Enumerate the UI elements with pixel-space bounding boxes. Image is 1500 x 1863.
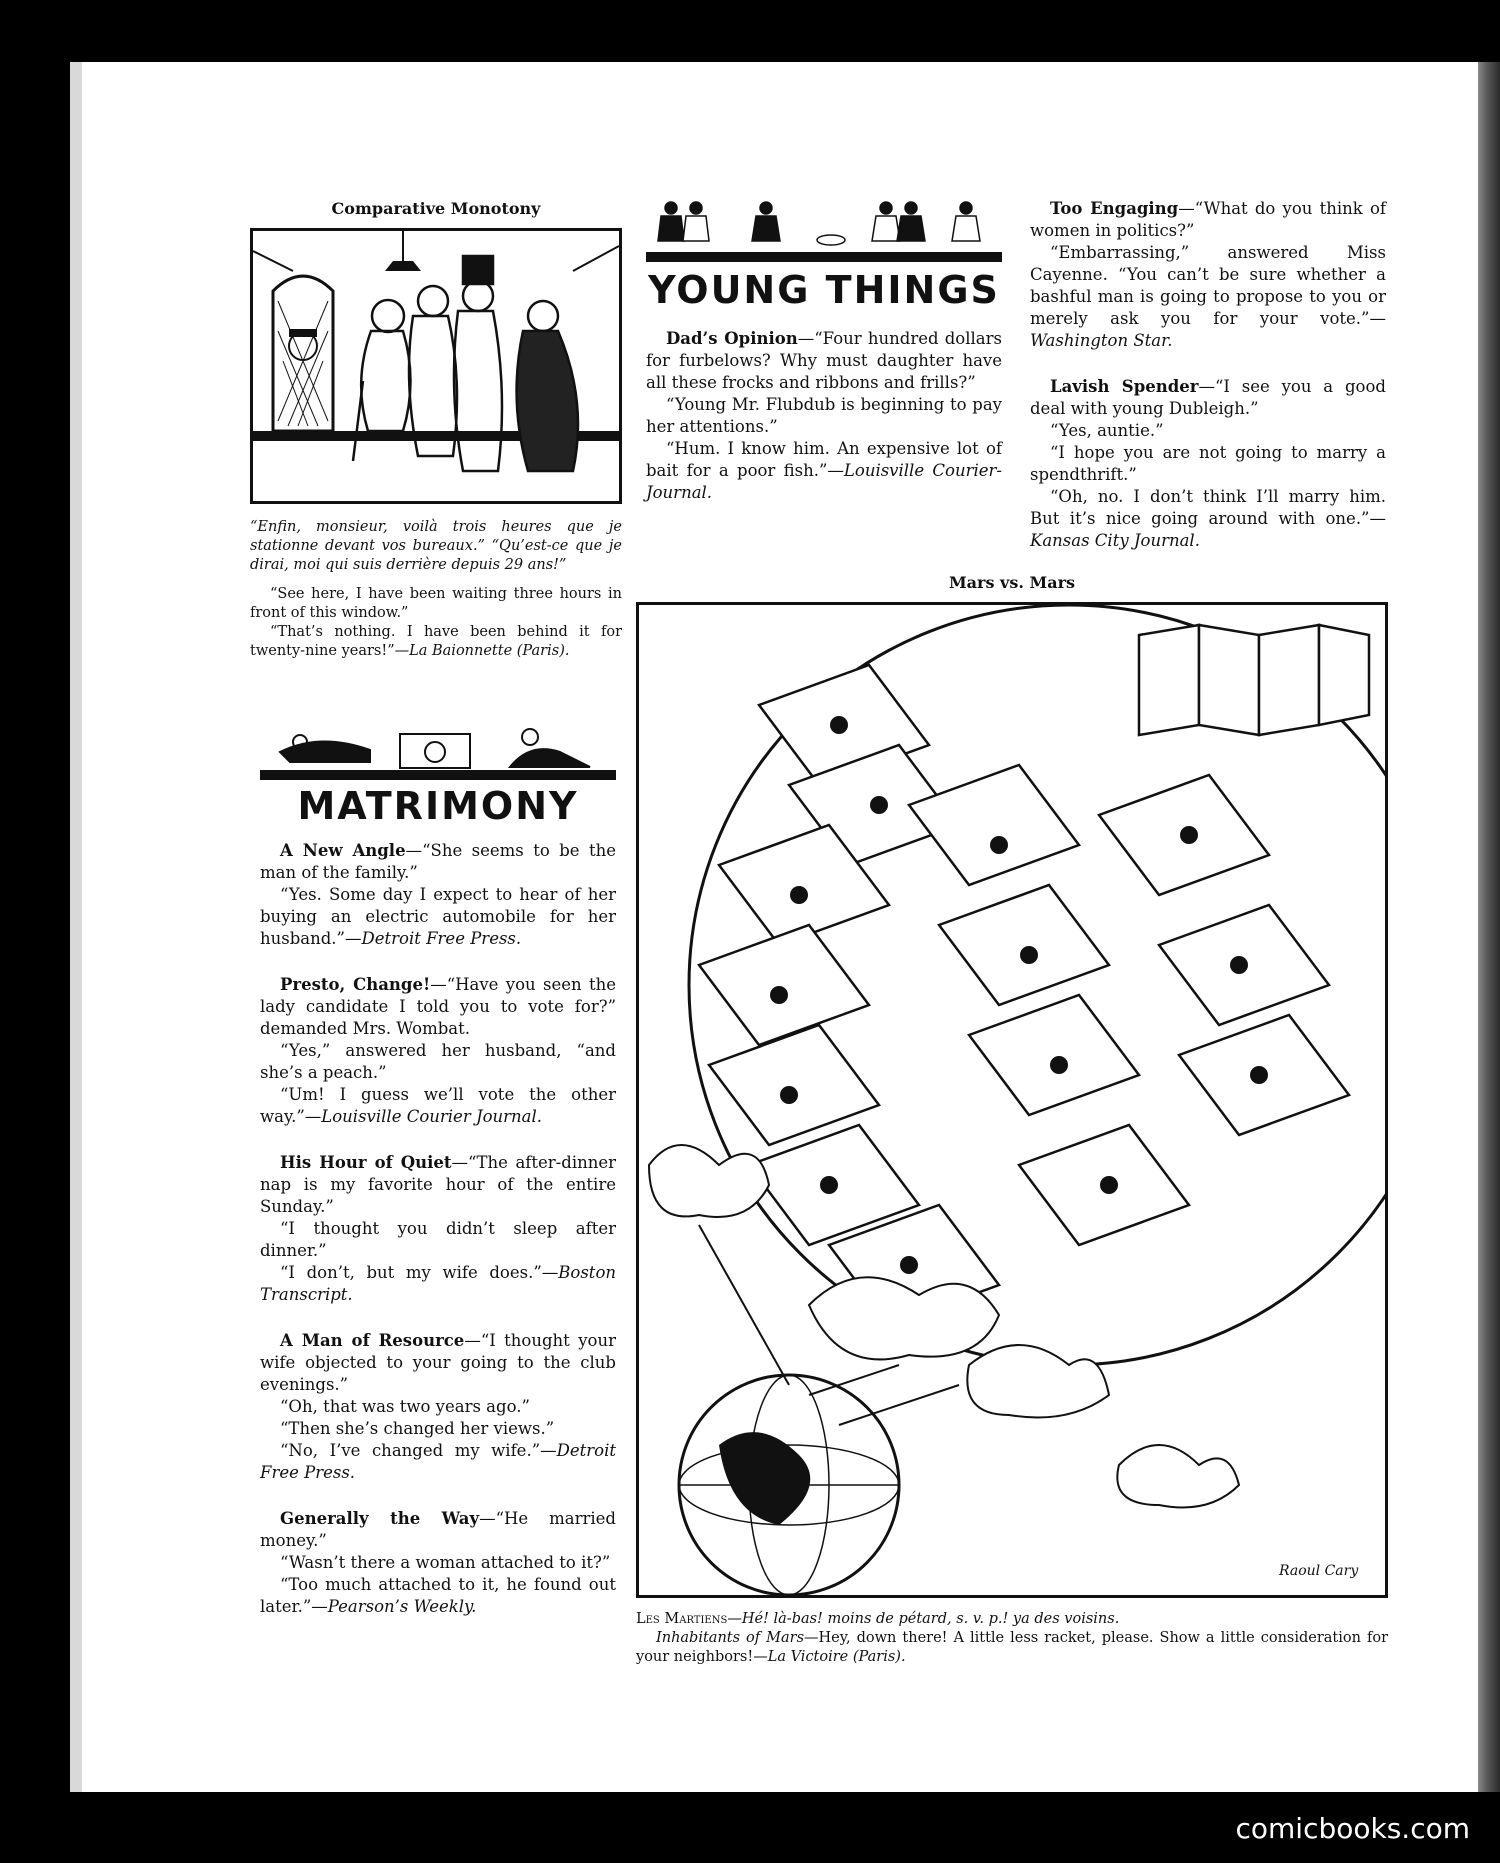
article-text: —“The after-dinner nap is my favorite hour of the entire Sunday.” — [260, 1153, 617, 1216]
caption-english-2 — [250, 623, 622, 661]
caption-french: “Enfin, monsieur, voilà trois heures que je stationne devant vos bureaux.” “Qu’est-ce que je dirai, moi qui suis derrière depuis 29 ans!” — [250, 519, 622, 573]
article-text: “Yes,” answered her husband, “and she’s a peach.” — [260, 1041, 616, 1082]
article-text: “I hope you are not going to marry a spendthrift.” — [1030, 443, 1386, 484]
caption-attribution: —La Baionnette (Paris). — [394, 643, 570, 659]
cartoon-title: Comparative Monotony — [331, 199, 541, 218]
young-things-title: YOUNG THINGS — [648, 268, 1000, 312]
article-attribution: —Kansas City Journal. — [1030, 509, 1386, 550]
young-things-section — [646, 196, 1002, 504]
article-attribution: —Louisville Courier Journal. — [304, 1107, 543, 1126]
caption-speaker: Les Martiens — [636, 1611, 728, 1627]
page-edge — [1478, 62, 1500, 1792]
article-lavish-spender — [1030, 376, 1386, 552]
article-a-man-of-resource — [260, 1330, 616, 1484]
caption-english-1: “See here, I have been waiting three hours in front of this window.” — [250, 586, 622, 621]
article-headline: A Man of Resource — [280, 1331, 465, 1350]
matrimony-header-illustration — [260, 722, 616, 782]
cartoon-mars-vs-mars — [636, 572, 1388, 1667]
article-text: —“I thought your wife objected to your going to the club evenings.” — [260, 1331, 616, 1394]
article-text: —“I see you a good deal with young Dubleigh.” — [1030, 377, 1386, 418]
article-text: —“He married money.” — [260, 1509, 616, 1550]
article-attribution: —Detroit Free Press. — [345, 929, 522, 948]
article-text: “Oh, no. I don’t think I’ll marry him. But it’s nice going around with one.” — [1030, 487, 1386, 528]
article-text: “Then she’s changed her views.” — [280, 1419, 555, 1438]
article-headline: Generally the Way — [280, 1509, 480, 1528]
article-text: “Um! I guess we’ll vote the other way.” — [260, 1085, 616, 1126]
article-text: —“What do you think of women in politics?” — [1030, 199, 1387, 240]
article-text: —“She seems to be the man of the family.” — [260, 841, 616, 882]
article-dads-opinion — [646, 328, 1002, 504]
caption-speaker: Inhabitants of Mars — [656, 1630, 805, 1646]
article-attribution: —Louisville Courier-Journal. — [646, 461, 1002, 502]
article-headline: Lavish Spender — [1050, 377, 1199, 396]
caption-attribution: —La Victoire (Paris). — [753, 1649, 906, 1665]
article-text: “Too much attached to it, he found out later.” — [260, 1575, 616, 1616]
cartoon-signature: Raoul Cary — [1279, 1563, 1359, 1579]
article-text: “Young Mr. Flubdub is beginning to pay her attentions.” — [646, 395, 1002, 436]
cartoon-illustration — [250, 228, 622, 504]
article-presto-change — [260, 974, 616, 1128]
watermark: comicbooks.com — [1235, 1812, 1470, 1845]
article-text: “Wasn’t there a woman attached to it?” — [280, 1553, 611, 1572]
article-generally-the-way — [260, 1508, 616, 1618]
caption-text: —Hey, down there! A little less racket, please. Show a little consideration for your neighbors! — [636, 1630, 1388, 1665]
article-text: “Yes. Some day I expect to hear of her buying an electric automobile for her husband.” — [260, 885, 616, 948]
article-attribution: —Pearson’s Weekly. — [311, 1597, 477, 1616]
article-text: “I thought you didn’t sleep after dinner.” — [260, 1219, 616, 1260]
article-headline: Too Engaging — [1050, 199, 1179, 218]
cartoon-comparative-monotony — [250, 198, 622, 661]
article-text: “Hum. I know him. An expensive lot of bait for a poor fish.” — [646, 439, 1002, 480]
article-headline: A New Angle — [280, 841, 406, 860]
article-headline: His Hour of Quiet — [280, 1153, 452, 1172]
page-gutter — [70, 62, 82, 1792]
matrimony-title: MATRIMONY — [297, 784, 579, 828]
caption-english — [636, 1629, 1388, 1667]
caption-english-2-text: “That’s nothing. I have been behind it for twenty-nine years!” — [250, 624, 622, 659]
article-a-new-angle — [260, 840, 616, 950]
article-text: “Oh, that was two years ago.” — [280, 1397, 530, 1416]
cartoon-illustration — [636, 602, 1388, 1598]
article-text: —“Four hundred dollars for furbelows? Why must daughter have all these frocks and ribbons and frills?” — [646, 329, 1002, 392]
right-column-jokes — [1030, 198, 1386, 552]
article-attribution: —Boston Transcript. — [260, 1263, 616, 1304]
young-things-header-illustration — [646, 196, 1002, 266]
caption-french — [636, 1610, 1388, 1629]
article-attribution: —Detroit Free Press. — [260, 1441, 616, 1482]
article-text: “I don’t, but my wife does.” — [280, 1263, 542, 1282]
article-headline: Presto, Change! — [280, 975, 431, 994]
article-attribution: —Washington Star. — [1030, 309, 1386, 350]
matrimony-section — [260, 722, 616, 1618]
article-text: “Yes, auntie.” — [1050, 421, 1164, 440]
article-text: “Embarrassing,” answered Miss Cayenne. “You can’t be sure whether a bashful man is going to propose to you or merely ask you for your vote.” — [1030, 243, 1386, 328]
article-headline: Dad’s Opinion — [666, 329, 798, 348]
article-text: —“Have you seen the lady candidate I told you to vote for?” demanded Mrs. Wombat. — [260, 975, 616, 1038]
article-text: “No, I’ve changed my wife.” — [280, 1441, 541, 1460]
article-his-hour-of-quiet — [260, 1152, 616, 1306]
cartoon-title: Mars vs. Mars — [948, 573, 1076, 592]
caption-text: —Hé! là-bas! moins de pétard, s. v. p.! ya des voisins. — [727, 1611, 1120, 1627]
article-too-engaging — [1030, 198, 1386, 352]
